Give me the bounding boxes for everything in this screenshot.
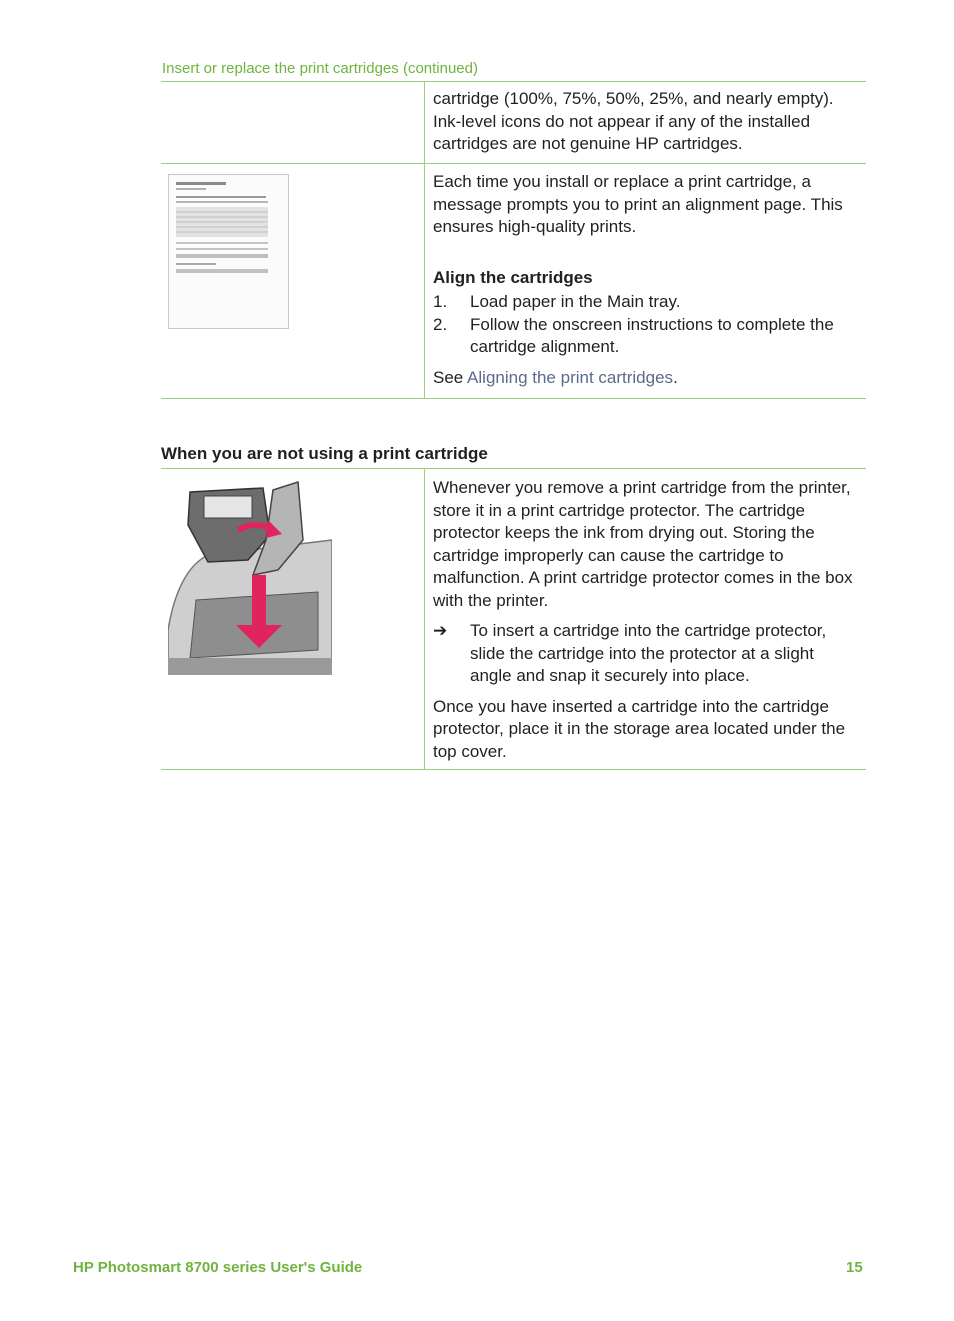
table-row (161, 164, 866, 399)
cartridge-table (161, 81, 866, 399)
alignment-page-image (168, 174, 290, 330)
alignment-steps-list (433, 291, 858, 359)
step-text: Follow the onscreen instructions to complete the cartridge alignment. (470, 314, 834, 356)
table-row (161, 82, 866, 164)
page-number: 15 (846, 1259, 863, 1276)
cartridge-protector-table (161, 468, 866, 770)
table-cell-empty (161, 82, 425, 163)
table-caption: Insert or replace the print cartridges (continued) (162, 60, 478, 77)
table-cell-text (425, 82, 866, 163)
alignment-page-image-cell (161, 164, 425, 398)
after-insert-paragraph: Once you have inserted a cartridge into the cartridge protector, place it in the storage area located under the top cover. (433, 696, 846, 761)
see-reference (433, 367, 858, 390)
cartridge-protector-image-cell (161, 469, 425, 769)
table-row (161, 469, 866, 770)
step-number: 1. (433, 292, 448, 311)
see-suffix: . (673, 367, 678, 387)
align-cartridges-heading: Align the cartridges (433, 267, 593, 287)
step-text: Load paper in the Main tray. (470, 292, 681, 311)
aligning-cartridges-link[interactable]: Aligning the print cartridges (467, 367, 674, 387)
see-prefix: See (433, 367, 468, 387)
table-cell-text (425, 469, 866, 769)
table-cell-text (425, 164, 866, 398)
tip-text: To insert a cartridge into the cartridge protector, slide the cartridge into the protector at a slight angle and snap it securely into place. (470, 621, 827, 685)
step-number: 2. (433, 314, 448, 334)
footer-guide-title: HP Photosmart 8700 series User's Guide (73, 1259, 363, 1276)
storage-paragraph: Whenever you remove a print cartridge from the printer, store it in a print cartridge protector. The cartridge protector keeps the ink from drying out. Storing the cartridge improperly can cause the cartridge to malfunction. A print cartridge protector comes in the box with the printer. (433, 478, 853, 610)
cartridge-protector-image (168, 480, 332, 675)
tip-arrow-icon: ➔ (433, 621, 448, 640)
tip-block (433, 620, 858, 688)
section-heading: When you are not using a print cartridge (161, 444, 488, 463)
alignment-intro-text: Each time you install or replace a print cartridge, a message prompts you to print an alignment page. This ensures high-quality prints. (433, 172, 843, 236)
list-item (433, 291, 858, 314)
ink-level-text: cartridge (100%, 75%, 50%, 25%, and nearly empty). Ink-level icons do not appear if any of the installed cartridges are not genuine HP cartridges. (433, 89, 834, 153)
list-item (433, 314, 858, 359)
